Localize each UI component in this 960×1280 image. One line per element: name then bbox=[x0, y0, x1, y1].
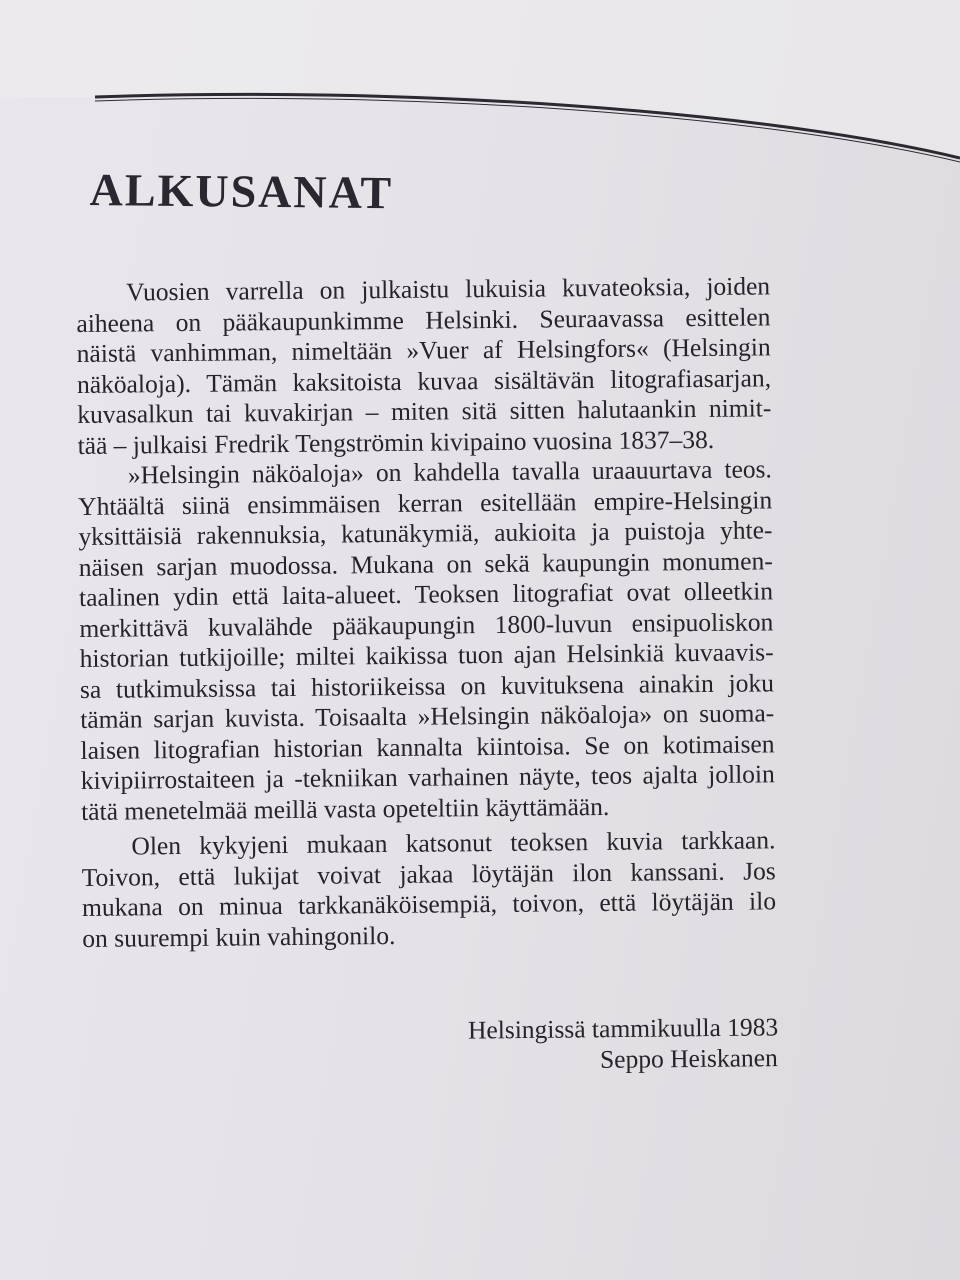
text-line: laisen litografian historian kannalta kiintoisa. Se on kotimaisen bbox=[80, 728, 775, 765]
text-line: tätä menetelmää meillä vasta opeteltiin käyttämään. bbox=[80, 791, 610, 826]
text-line: historian tutkijoille; miltei kaikissa tuon ajan Helsinkiä kuvaavis- bbox=[79, 637, 774, 673]
header-rule bbox=[0, 0, 960, 180]
signature-place-date: Helsingissä tammikuulla 1983 bbox=[467, 1012, 779, 1045]
text-line: on suurempi kuin vahingonilo. bbox=[82, 920, 396, 953]
text-line: näistä vanhimman, nimeltään »Vuer af Helsingfors« (Helsingin bbox=[76, 332, 771, 368]
text-line: merkittävä kuvalähde pääkaupungin 1800-luvun ensipuoliskon bbox=[79, 606, 774, 643]
text-line: kivipiirrostaiteen ja -tekniikan varhainen näyte, teos ajalta jolloin bbox=[80, 759, 775, 795]
text-line: näisen sarjan muodossa. Mukana on sekä kaupungin monumen- bbox=[78, 545, 773, 582]
text-line: aiheena on pääkaupunkimme Helsinki. Seuraavassa esittelen bbox=[76, 301, 771, 338]
page-title: ALKUSANAT bbox=[89, 163, 394, 218]
text-line: tää – julkaisi Fredrik Tengströmin kivipaino vuosina 1837–38. bbox=[77, 424, 715, 460]
text-line: »Helsingin näköaloja» on kahdella tavalla uraauurtava teos. bbox=[127, 454, 773, 490]
signature-author: Seppo Heiskanen bbox=[600, 1043, 779, 1074]
text-line: kuvasalkun tai kuvakirjan – miten sitä sitten halutaankin nimit- bbox=[77, 393, 772, 429]
text-line: yksittäisiä rakennuksia, katunäkymiä, aukioita ja puistoja yhte- bbox=[78, 515, 773, 551]
text-line: Yhtäältä siinä ensimmäisen kerran esitellään empire-Helsingin bbox=[78, 484, 773, 521]
text-line: taalinen ydin että laita-alueet. Teoksen litografiat ovat olleetkin bbox=[78, 576, 774, 612]
text-line: näköaloja). Tämän kaksitoista kuvaa sisältävän litografiasarjan, bbox=[76, 362, 772, 399]
text-line: Vuosien varrella on julkaistu lukuisia kuvateoksia, joiden bbox=[125, 271, 771, 307]
paragraph bbox=[78, 454, 775, 827]
text-line: mukana on minua tarkkanäköisempiä, toivon, että löytäjän ilo bbox=[81, 886, 777, 922]
paragraph bbox=[81, 825, 776, 954]
body-text bbox=[76, 271, 776, 954]
text-line: Toivon, että lukijat voivat jakaa löytäjän ilon kanssani. Jos bbox=[81, 855, 776, 892]
paragraph bbox=[76, 271, 772, 461]
text-line: tämän sarjan kuvista. Toisaalta »Helsingin näköaloja» on suoma- bbox=[80, 698, 775, 734]
text-line: sa tutkimuksissa tai historiikeissa on kuvituksena ainakin joku bbox=[79, 667, 775, 704]
text-line: Olen kykyjeni mukaan katsonut teoksen kuvia tarkkaan. bbox=[131, 825, 776, 861]
